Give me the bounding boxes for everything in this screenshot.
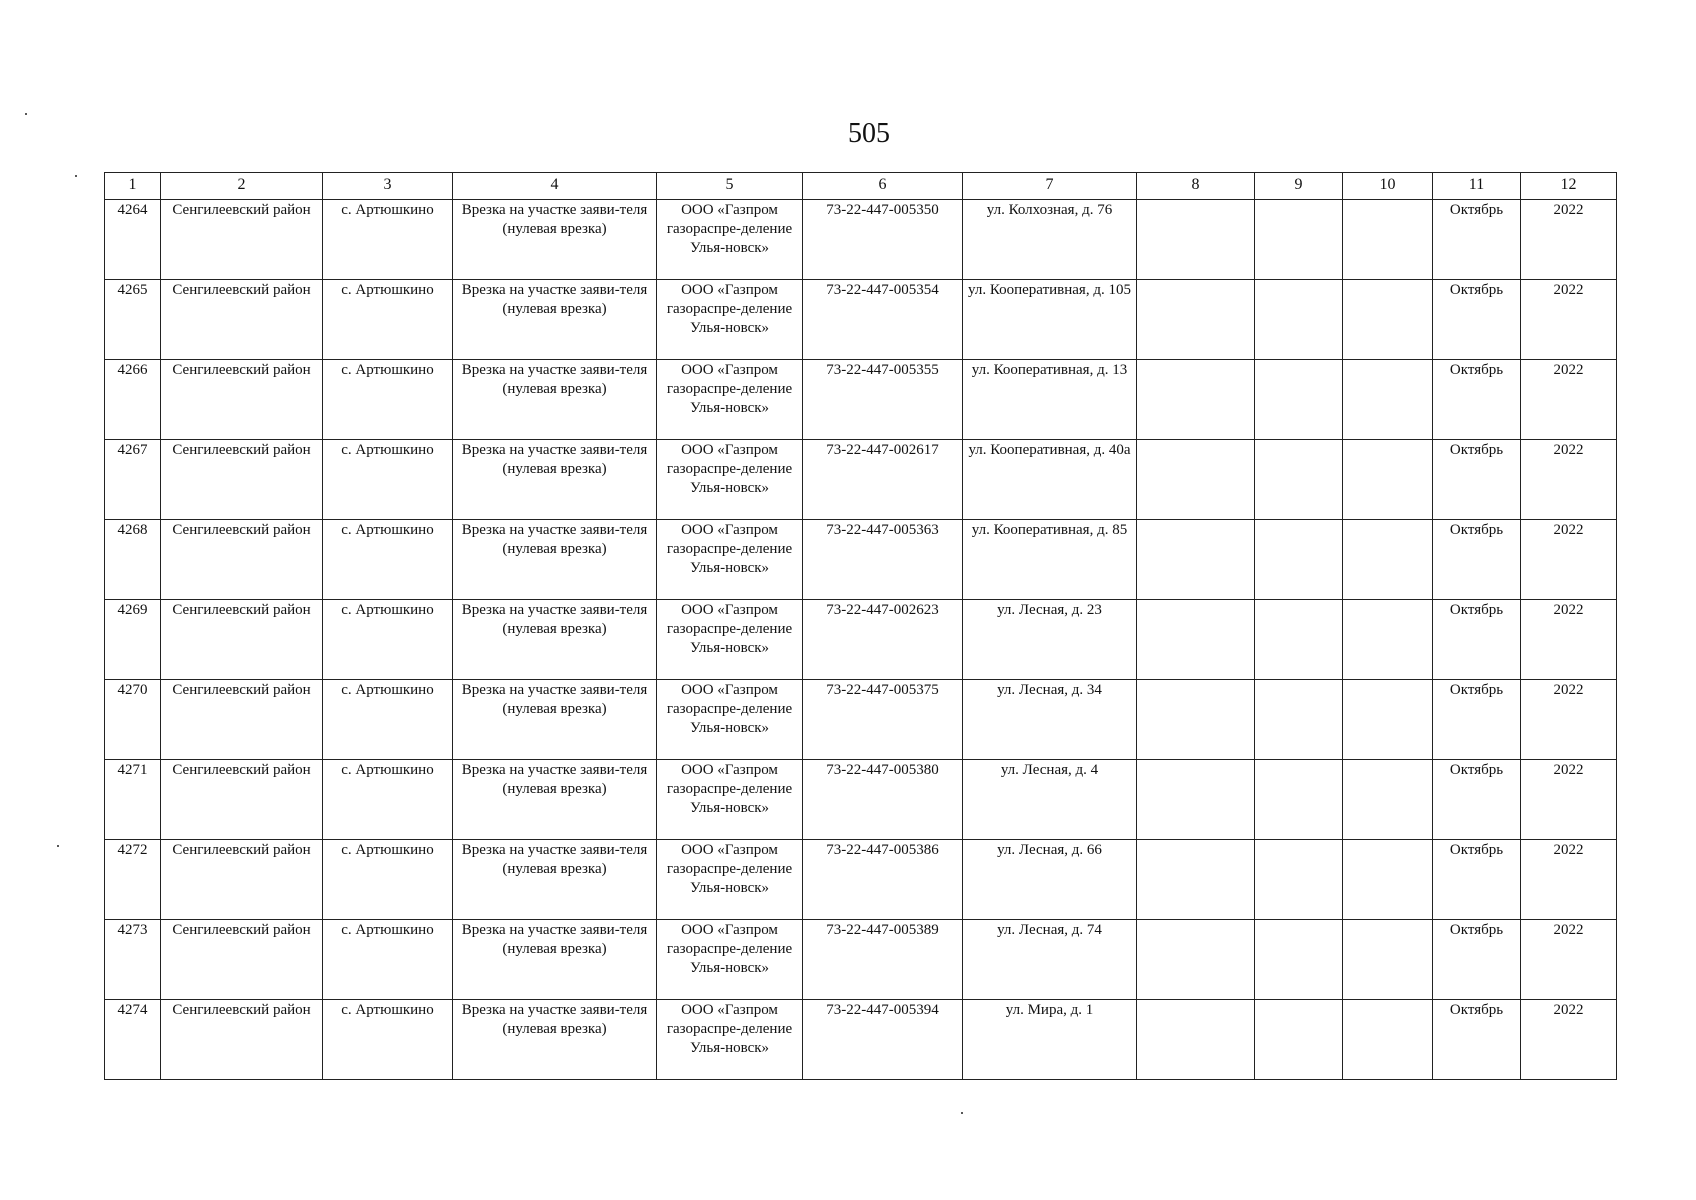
locality-cell: с. Артюшкино	[323, 840, 453, 920]
empty-cell	[1255, 200, 1343, 280]
row-number: 4274	[105, 1000, 161, 1080]
organization-cell: ООО «Газпром газораспре-деление Улья-новск»	[657, 600, 803, 680]
object-code-cell: 73-22-447-005363	[803, 520, 963, 600]
empty-cell	[1343, 360, 1433, 440]
year-cell: 2022	[1521, 1000, 1617, 1080]
district-cell: Сенгилеевский район	[161, 680, 323, 760]
organization-cell: ООО «Газпром газораспре-деление Улья-новск»	[657, 680, 803, 760]
column-number: 4	[453, 173, 657, 200]
locality-cell: с. Артюшкино	[323, 280, 453, 360]
object-code-cell: 73-22-447-005386	[803, 840, 963, 920]
empty-cell	[1343, 280, 1433, 360]
row-number: 4267	[105, 440, 161, 520]
table-row	[105, 1000, 1617, 1080]
column-number: 10	[1343, 173, 1433, 200]
month-cell: Октябрь	[1433, 520, 1521, 600]
year-cell: 2022	[1521, 360, 1617, 440]
district-cell: Сенгилеевский район	[161, 440, 323, 520]
address-cell: ул. Лесная, д. 66	[963, 840, 1137, 920]
object-code-cell: 73-22-447-002617	[803, 440, 963, 520]
registry-table	[104, 172, 1617, 1080]
month-cell: Октябрь	[1433, 760, 1521, 840]
empty-cell	[1343, 440, 1433, 520]
year-cell: 2022	[1521, 680, 1617, 760]
empty-cell	[1255, 520, 1343, 600]
column-number: 1	[105, 173, 161, 200]
empty-cell	[1343, 840, 1433, 920]
work-type-cell: Врезка на участке заяви-теля (нулевая врезка)	[453, 440, 657, 520]
empty-cell	[1343, 920, 1433, 1000]
empty-cell	[1255, 1000, 1343, 1080]
work-type-cell: Врезка на участке заяви-теля (нулевая врезка)	[453, 520, 657, 600]
work-type-cell: Врезка на участке заяви-теля (нулевая врезка)	[453, 1000, 657, 1080]
month-cell: Октябрь	[1433, 840, 1521, 920]
address-cell: ул. Лесная, д. 34	[963, 680, 1137, 760]
empty-cell	[1343, 600, 1433, 680]
empty-cell	[1137, 840, 1255, 920]
month-cell: Октябрь	[1433, 440, 1521, 520]
page-number: 505	[848, 118, 890, 149]
row-number: 4266	[105, 360, 161, 440]
column-number: 9	[1255, 173, 1343, 200]
district-cell: Сенгилеевский район	[161, 280, 323, 360]
month-cell: Октябрь	[1433, 600, 1521, 680]
row-number: 4265	[105, 280, 161, 360]
empty-cell	[1137, 440, 1255, 520]
scan-speck	[961, 1112, 963, 1114]
district-cell: Сенгилеевский район	[161, 360, 323, 440]
column-number: 8	[1137, 173, 1255, 200]
empty-cell	[1255, 600, 1343, 680]
work-type-cell: Врезка на участке заяви-теля (нулевая врезка)	[453, 840, 657, 920]
organization-cell: ООО «Газпром газораспре-деление Улья-новск»	[657, 360, 803, 440]
month-cell: Октябрь	[1433, 200, 1521, 280]
district-cell: Сенгилеевский район	[161, 920, 323, 1000]
locality-cell: с. Артюшкино	[323, 680, 453, 760]
row-number: 4270	[105, 680, 161, 760]
organization-cell: ООО «Газпром газораспре-деление Улья-новск»	[657, 440, 803, 520]
empty-cell	[1343, 760, 1433, 840]
address-cell: ул. Колхозная, д. 76	[963, 200, 1137, 280]
organization-cell: ООО «Газпром газораспре-деление Улья-новск»	[657, 280, 803, 360]
organization-cell: ООО «Газпром газораспре-деление Улья-новск»	[657, 920, 803, 1000]
organization-cell: ООО «Газпром газораспре-деление Улья-новск»	[657, 520, 803, 600]
organization-cell: ООО «Газпром газораспре-деление Улья-новск»	[657, 840, 803, 920]
year-cell: 2022	[1521, 440, 1617, 520]
empty-cell	[1343, 1000, 1433, 1080]
empty-cell	[1137, 1000, 1255, 1080]
district-cell: Сенгилеевский район	[161, 600, 323, 680]
object-code-cell: 73-22-447-005354	[803, 280, 963, 360]
year-cell: 2022	[1521, 840, 1617, 920]
empty-cell	[1255, 440, 1343, 520]
object-code-cell: 73-22-447-002623	[803, 600, 963, 680]
empty-cell	[1255, 760, 1343, 840]
empty-cell	[1137, 280, 1255, 360]
empty-cell	[1137, 200, 1255, 280]
address-cell: ул. Лесная, д. 74	[963, 920, 1137, 1000]
column-number: 7	[963, 173, 1137, 200]
empty-cell	[1343, 680, 1433, 760]
address-cell: ул. Лесная, д. 23	[963, 600, 1137, 680]
address-cell: ул. Кооперативная, д. 13	[963, 360, 1137, 440]
address-cell: ул. Кооперативная, д. 40а	[963, 440, 1137, 520]
address-cell: ул. Мира, д. 1	[963, 1000, 1137, 1080]
table-row	[105, 360, 1617, 440]
empty-cell	[1343, 520, 1433, 600]
empty-cell	[1255, 840, 1343, 920]
column-number: 5	[657, 173, 803, 200]
empty-cell	[1137, 680, 1255, 760]
work-type-cell: Врезка на участке заяви-теля (нулевая врезка)	[453, 760, 657, 840]
table-row	[105, 280, 1617, 360]
year-cell: 2022	[1521, 600, 1617, 680]
locality-cell: с. Артюшкино	[323, 440, 453, 520]
year-cell: 2022	[1521, 520, 1617, 600]
table-row	[105, 200, 1617, 280]
locality-cell: с. Артюшкино	[323, 520, 453, 600]
work-type-cell: Врезка на участке заяви-теля (нулевая врезка)	[453, 680, 657, 760]
column-number: 2	[161, 173, 323, 200]
object-code-cell: 73-22-447-005394	[803, 1000, 963, 1080]
empty-cell	[1255, 920, 1343, 1000]
address-cell: ул. Кооперативная, д. 105	[963, 280, 1137, 360]
district-cell: Сенгилеевский район	[161, 840, 323, 920]
address-cell: ул. Лесная, д. 4	[963, 760, 1137, 840]
address-cell: ул. Кооперативная, д. 85	[963, 520, 1137, 600]
table-row	[105, 760, 1617, 840]
empty-cell	[1255, 360, 1343, 440]
locality-cell: с. Артюшкино	[323, 200, 453, 280]
locality-cell: с. Артюшкино	[323, 1000, 453, 1080]
column-number: 3	[323, 173, 453, 200]
empty-cell	[1137, 760, 1255, 840]
row-number: 4271	[105, 760, 161, 840]
work-type-cell: Врезка на участке заяви-теля (нулевая врезка)	[453, 600, 657, 680]
table-row	[105, 680, 1617, 760]
district-cell: Сенгилеевский район	[161, 760, 323, 840]
table-row	[105, 840, 1617, 920]
empty-cell	[1137, 600, 1255, 680]
empty-cell	[1137, 920, 1255, 1000]
organization-cell: ООО «Газпром газораспре-деление Улья-новск»	[657, 200, 803, 280]
year-cell: 2022	[1521, 760, 1617, 840]
column-number: 11	[1433, 173, 1521, 200]
work-type-cell: Врезка на участке заяви-теля (нулевая врезка)	[453, 200, 657, 280]
object-code-cell: 73-22-447-005375	[803, 680, 963, 760]
empty-cell	[1255, 680, 1343, 760]
empty-cell	[1343, 200, 1433, 280]
row-number: 4268	[105, 520, 161, 600]
table-row	[105, 520, 1617, 600]
object-code-cell: 73-22-447-005350	[803, 200, 963, 280]
object-code-cell: 73-22-447-005380	[803, 760, 963, 840]
month-cell: Октябрь	[1433, 360, 1521, 440]
month-cell: Октябрь	[1433, 280, 1521, 360]
year-cell: 2022	[1521, 280, 1617, 360]
header-row	[105, 173, 1617, 200]
column-number: 12	[1521, 173, 1617, 200]
table-row	[105, 600, 1617, 680]
object-code-cell: 73-22-447-005389	[803, 920, 963, 1000]
organization-cell: ООО «Газпром газораспре-деление Улья-новск»	[657, 760, 803, 840]
column-number: 6	[803, 173, 963, 200]
scan-speck	[57, 845, 59, 847]
month-cell: Октябрь	[1433, 680, 1521, 760]
month-cell: Октябрь	[1433, 920, 1521, 1000]
work-type-cell: Врезка на участке заяви-теля (нулевая врезка)	[453, 920, 657, 1000]
row-number: 4272	[105, 840, 161, 920]
scan-speck	[75, 175, 77, 177]
work-type-cell: Врезка на участке заяви-теля (нулевая врезка)	[453, 280, 657, 360]
month-cell: Октябрь	[1433, 1000, 1521, 1080]
scan-speck	[25, 113, 27, 115]
row-number: 4264	[105, 200, 161, 280]
row-number: 4273	[105, 920, 161, 1000]
year-cell: 2022	[1521, 200, 1617, 280]
row-number: 4269	[105, 600, 161, 680]
locality-cell: с. Артюшкино	[323, 360, 453, 440]
table-row	[105, 920, 1617, 1000]
district-cell: Сенгилеевский район	[161, 200, 323, 280]
locality-cell: с. Артюшкино	[323, 920, 453, 1000]
table-row	[105, 440, 1617, 520]
empty-cell	[1255, 280, 1343, 360]
empty-cell	[1137, 360, 1255, 440]
empty-cell	[1137, 520, 1255, 600]
locality-cell: с. Артюшкино	[323, 760, 453, 840]
object-code-cell: 73-22-447-005355	[803, 360, 963, 440]
district-cell: Сенгилеевский район	[161, 1000, 323, 1080]
organization-cell: ООО «Газпром газораспре-деление Улья-новск»	[657, 1000, 803, 1080]
work-type-cell: Врезка на участке заяви-теля (нулевая врезка)	[453, 360, 657, 440]
district-cell: Сенгилеевский район	[161, 520, 323, 600]
year-cell: 2022	[1521, 920, 1617, 1000]
locality-cell: с. Артюшкино	[323, 600, 453, 680]
